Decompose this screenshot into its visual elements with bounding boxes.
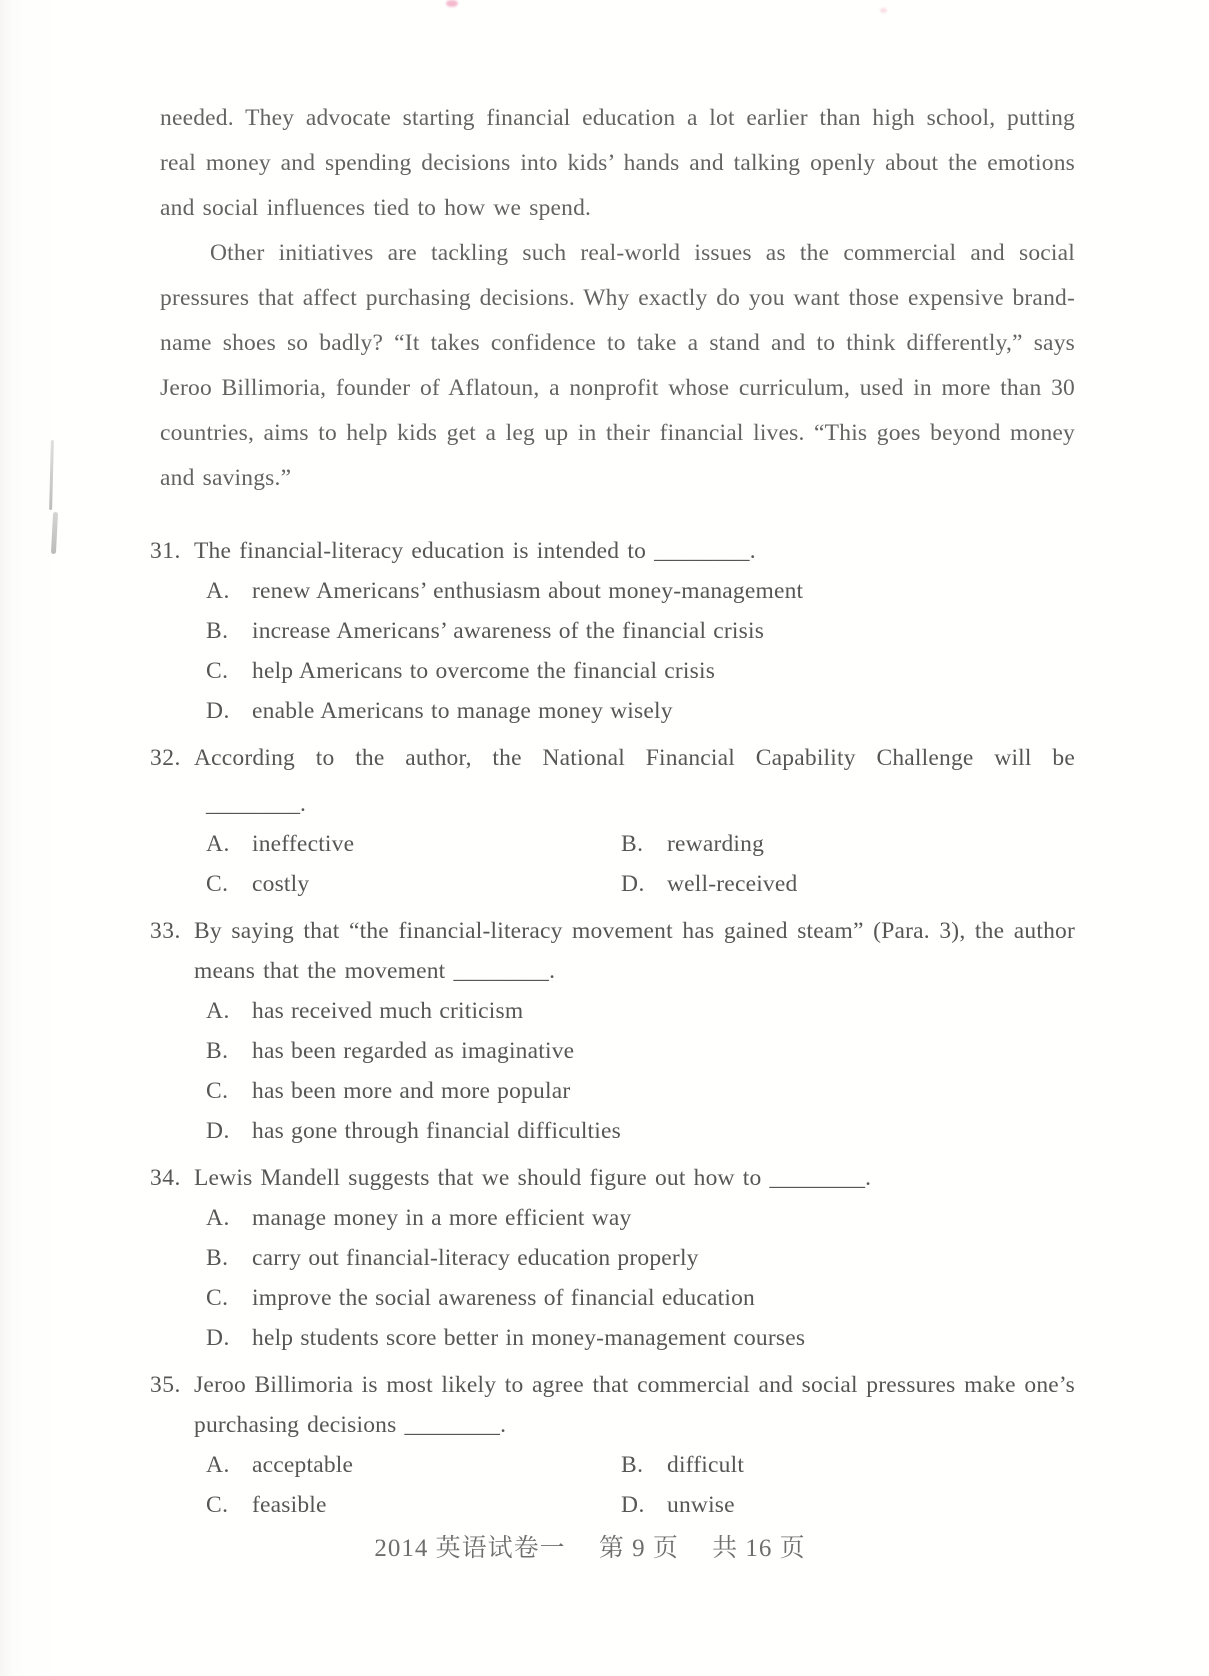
option-label-b: B. bbox=[621, 831, 644, 857]
questions-section bbox=[150, 531, 1075, 1525]
passage-paragraph-2: Other initiatives are tackling such real-world issues as the commercial and social pressures that affect purchasing decisions. Why exactly do you want those expensive brand-name shoes so badly? “It takes confidence to take a stand and to think differently,” says Jeroo Billimoria, founder of Aflatoun, a nonprofit whose curriculum, used in more than 30 countries, aims to help kids get a leg up in their financial lives. “This goes beyond money and savings.” bbox=[160, 240, 1075, 491]
question-34-option-b bbox=[206, 1238, 1075, 1278]
option-label-a: A. bbox=[206, 1205, 230, 1231]
question-34-number: 34. bbox=[150, 1165, 181, 1191]
option-text-b: difficult bbox=[667, 1452, 745, 1478]
option-label-c: C. bbox=[206, 871, 229, 897]
option-label-a: A. bbox=[206, 578, 230, 604]
question-32-option-b bbox=[621, 824, 1075, 864]
question-33-option-a bbox=[206, 991, 1075, 1031]
option-text-a: manage money in a more efficient way bbox=[252, 1205, 632, 1231]
question-34-option-c bbox=[206, 1278, 1075, 1318]
question-32-option-d bbox=[621, 864, 1075, 904]
option-label-d: D. bbox=[621, 1492, 645, 1518]
question-33 bbox=[150, 911, 1075, 1151]
option-label-b: B. bbox=[206, 1245, 229, 1271]
option-text-a: ineffective bbox=[252, 831, 355, 857]
question-31-option-a bbox=[206, 571, 1075, 611]
option-label-d: D. bbox=[206, 698, 230, 724]
option-label-a: A. bbox=[206, 1452, 230, 1478]
question-32-option-c bbox=[206, 864, 621, 904]
question-33-stem: By saying that “the financial-literacy movement has gained steam” (Para. 3), the author means that the movement ________. bbox=[194, 918, 1075, 984]
question-35 bbox=[150, 1365, 1075, 1525]
question-32-blank-line: ________. bbox=[206, 791, 306, 817]
option-text-a: renew Americans’ enthusiasm about money-management bbox=[252, 578, 804, 604]
option-text-d: help students score better in money-management courses bbox=[252, 1325, 806, 1351]
option-text-c: improve the social awareness of financial education bbox=[252, 1285, 755, 1311]
question-32 bbox=[150, 738, 1075, 904]
option-label-d: D. bbox=[621, 871, 645, 897]
question-35-option-b bbox=[621, 1445, 1075, 1485]
question-35-option-d bbox=[621, 1485, 1075, 1525]
option-text-d: well-received bbox=[667, 871, 798, 897]
option-text-b: has been regarded as imaginative bbox=[252, 1038, 575, 1064]
option-text-d: has gone through financial difficulties bbox=[252, 1118, 621, 1144]
question-35-option-a bbox=[206, 1445, 621, 1485]
option-text-b: rewarding bbox=[667, 831, 765, 857]
question-33-number: 33. bbox=[150, 918, 181, 944]
option-label-b: B. bbox=[206, 618, 229, 644]
question-32-number: 32. bbox=[150, 745, 181, 771]
question-31-option-d bbox=[206, 691, 1075, 731]
question-31 bbox=[150, 531, 1075, 731]
question-31-option-b bbox=[206, 611, 1075, 651]
option-label-b: B. bbox=[206, 1038, 229, 1064]
question-33-option-c bbox=[206, 1071, 1075, 1111]
option-text-c: has been more and more popular bbox=[252, 1078, 571, 1104]
option-label-d: D. bbox=[206, 1325, 230, 1351]
option-label-c: C. bbox=[206, 1285, 229, 1311]
option-label-d: D. bbox=[206, 1118, 230, 1144]
question-33-option-b bbox=[206, 1031, 1075, 1071]
page-footer: 2014 英语试卷一 第 9 页 共 16 页 bbox=[374, 1535, 806, 1562]
option-text-c: feasible bbox=[252, 1492, 327, 1518]
question-31-stem: The financial-literacy education is intended to ________. bbox=[194, 538, 756, 564]
question-35-option-c bbox=[206, 1485, 621, 1525]
option-label-a: A. bbox=[206, 998, 230, 1024]
option-label-c: C. bbox=[206, 658, 229, 684]
option-text-d: unwise bbox=[667, 1492, 735, 1518]
question-31-option-c bbox=[206, 651, 1075, 691]
option-text-a: has received much criticism bbox=[252, 998, 524, 1024]
option-label-b: B. bbox=[621, 1452, 644, 1478]
question-34-option-a bbox=[206, 1198, 1075, 1238]
option-text-c: costly bbox=[252, 871, 310, 897]
option-text-d: enable Americans to manage money wisely bbox=[252, 698, 673, 724]
question-31-number: 31. bbox=[150, 538, 181, 564]
question-32-stem: According to the author, the National Financial Capability Challenge will be bbox=[194, 745, 1075, 771]
option-label-c: C. bbox=[206, 1492, 229, 1518]
question-33-option-d bbox=[206, 1111, 1075, 1151]
option-text-a: acceptable bbox=[252, 1452, 354, 1478]
question-35-stem: Jeroo Billimoria is most likely to agree that commercial and social pressures make one’s purchasing decisions ________. bbox=[194, 1372, 1075, 1438]
question-34-option-d bbox=[206, 1318, 1075, 1358]
option-text-c: help Americans to overcome the financial crisis bbox=[252, 658, 716, 684]
question-34-stem: Lewis Mandell suggests that we should figure out how to ________. bbox=[194, 1165, 872, 1191]
option-text-b: increase Americans’ awareness of the financial crisis bbox=[252, 618, 765, 644]
option-label-a: A. bbox=[206, 831, 230, 857]
passage-paragraph-1: needed. They advocate starting financial education a lot earlier than high school, putting real money and spending decisions into kids’ hands and talking openly about the emotions and social influences tied to how we spend. bbox=[160, 105, 1075, 221]
question-34 bbox=[150, 1158, 1075, 1358]
reading-passage bbox=[160, 96, 1075, 501]
option-label-c: C. bbox=[206, 1078, 229, 1104]
option-text-b: carry out financial-literacy education properly bbox=[252, 1245, 699, 1271]
question-35-number: 35. bbox=[150, 1372, 181, 1398]
question-32-option-a bbox=[206, 824, 621, 864]
